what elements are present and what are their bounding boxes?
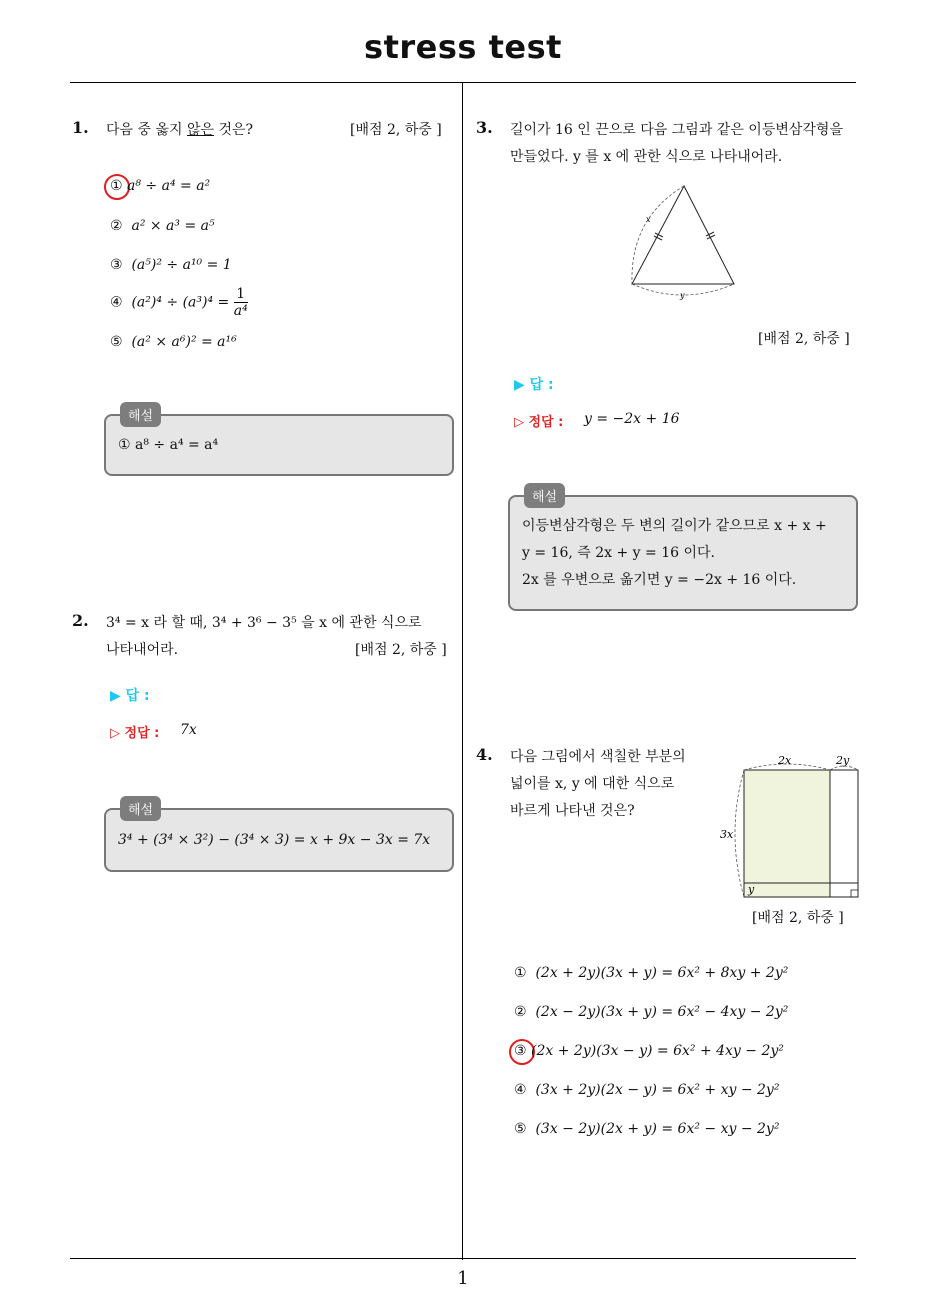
explanation-line-1: 이등변삼각형은 두 변의 길이가 같으므로 x + x +: [522, 518, 827, 534]
isosceles-triangle-figure: [620, 178, 750, 302]
question-number: 4.: [476, 745, 493, 764]
explanation-box: [508, 495, 858, 611]
header-rule: [70, 82, 856, 83]
question-text-line-2: 넓이를 x, y 에 대한 식으로: [510, 776, 675, 792]
side-label-x: x: [646, 215, 651, 224]
option-4[interactable]: ④ (a²)⁴ ÷ (a³)⁴ = $\frac{1}{\text{a⁴}}$: [110, 286, 248, 319]
correct-answer-value: 7x: [180, 722, 197, 738]
label-3x: 3x: [720, 828, 734, 841]
answer-label: ▶ 답 :: [110, 688, 150, 704]
column-divider: [462, 82, 463, 1260]
correct-answer-label: ▷ 정답 :: [110, 726, 160, 741]
explanation-tag: 해설: [120, 402, 161, 427]
label-y: y: [748, 883, 755, 896]
question-text: 다음 중 옳지 않은 것은?: [106, 122, 254, 138]
option-3[interactable]: ③ (a⁵)² ÷ a¹⁰ = 1: [110, 257, 232, 273]
score-label: [배점 2, 하중 ]: [752, 910, 844, 926]
shaded-region: [744, 770, 830, 897]
question-text-line-2: 나타내어라.: [106, 642, 179, 658]
question-text-line-3: 바르게 나타낸 것은?: [510, 803, 635, 819]
answer-label: ▶ 답 :: [514, 377, 554, 393]
score-label: [배점 2, 하중 ]: [758, 331, 850, 347]
label-2y: 2y: [836, 754, 850, 767]
explanation-text: ① a⁸ ÷ a⁴ = a⁴: [118, 437, 219, 453]
explanation-text: 3⁴ + (3⁴ × 3²) − (3⁴ × 3) = x + 9x − 3x = 7x: [118, 832, 431, 848]
score-label: [배점 2, 하중 ]: [355, 642, 447, 658]
question-text-line-1: 다음 그림에서 색칠한 부분의: [510, 749, 686, 765]
footer-rule: [70, 1258, 856, 1259]
label-2x: 2x: [778, 754, 792, 767]
explanation-line-3: 2x 를 우변으로 옮기면 y = −2x + 16 이다.: [522, 572, 797, 588]
question-text-line-1: 3⁴ = x 라 할 때, 3⁴ + 3⁶ − 3⁵ 을 x 에 관한 식으로: [106, 615, 422, 631]
question-text-line-1: 길이가 16 인 끈으로 다음 그림과 같은 이등변삼각형을: [510, 122, 843, 138]
question-number: 2.: [72, 611, 89, 630]
fraction: $\frac{1}{\text{a⁴}}$: [233, 286, 248, 319]
question-number: 3.: [476, 118, 493, 137]
option-4[interactable]: ④ (3x + 2y)(2x − y) = 6x² + xy − 2y²: [514, 1082, 780, 1098]
explanation-line-2: y = 16, 즉 2x + y = 16 이다.: [522, 545, 715, 561]
page-number: 1: [457, 1268, 469, 1289]
option-3[interactable]: ③ (2x + 2y)(3x − y) = 6x² + 4xy − 2y²: [514, 1043, 784, 1059]
correct-answer-value: y = −2x + 16: [584, 411, 680, 427]
option-1[interactable]: ① a⁸ ÷ a⁴ = a²: [110, 178, 211, 194]
question-number: 1.: [72, 118, 89, 137]
page-title: stress test: [364, 28, 562, 66]
question-text-line-2: 만들었다. y 를 x 에 관한 식으로 나타내어라.: [510, 149, 783, 165]
option-5[interactable]: ⑤ (a² × a⁶)² = a¹⁶: [110, 334, 237, 350]
base-label-y: y: [680, 291, 685, 300]
score-label: [배점 2, 하중 ]: [350, 122, 442, 138]
shaded-rectangle-figure: [718, 750, 868, 900]
option-1[interactable]: ① (2x + 2y)(3x + y) = 6x² + 8xy + 2y²: [514, 965, 789, 981]
explanation-tag: 해설: [524, 483, 565, 508]
option-5[interactable]: ⑤ (3x − 2y)(2x + y) = 6x² − xy − 2y²: [514, 1121, 780, 1137]
option-2[interactable]: ② a² × a³ = a⁵: [110, 218, 215, 234]
option-2[interactable]: ② (2x − 2y)(3x + y) = 6x² − 4xy − 2y²: [514, 1004, 789, 1020]
correct-answer-label: ▷ 정답 :: [514, 415, 564, 430]
explanation-tag: 해설: [120, 796, 161, 821]
